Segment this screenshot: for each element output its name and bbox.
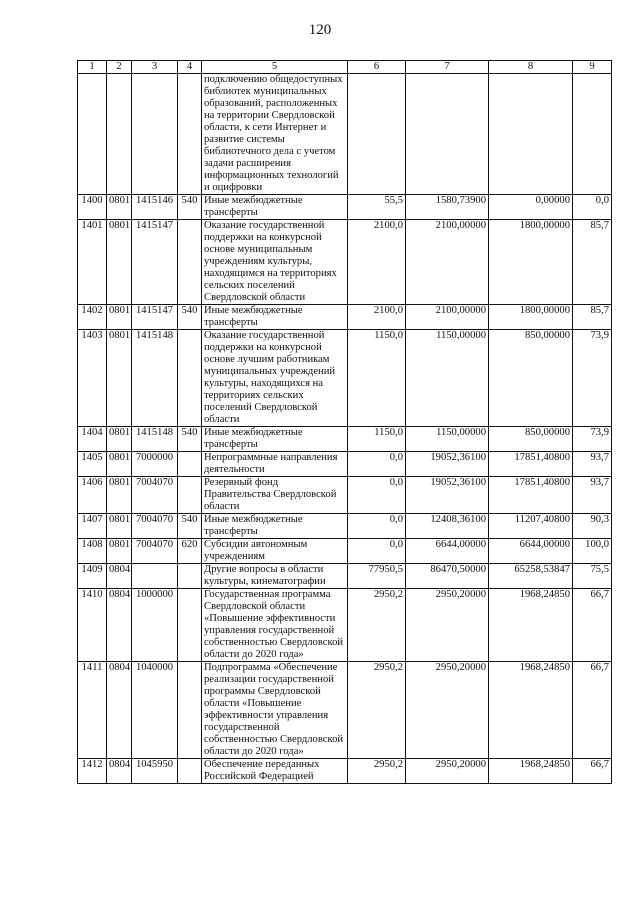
expense-type-cell xyxy=(178,589,202,662)
column-header: 5 xyxy=(202,61,348,74)
executed-amount-cell: 65258,53847 xyxy=(489,564,573,589)
section-code-cell xyxy=(107,74,132,195)
expense-type-cell xyxy=(178,330,202,427)
plan-amount-cell: 2950,20000 xyxy=(406,759,489,784)
executed-amount-cell: 11207,40800 xyxy=(489,514,573,539)
percent-cell: 66,7 xyxy=(573,662,612,759)
plan-amount-cell: 6644,00000 xyxy=(406,539,489,564)
description-cell: Иные межбюджетные трансферты xyxy=(202,514,348,539)
row-number-cell: 1408 xyxy=(78,539,107,564)
percent-cell: 93,7 xyxy=(573,477,612,514)
plan-amount-cell: 2100,00000 xyxy=(406,305,489,330)
description-cell: Иные межбюджетные трансферты xyxy=(202,427,348,452)
target-code-cell xyxy=(132,74,178,195)
column-header: 2 xyxy=(107,61,132,74)
description-cell: Оказание государственной поддержки на конкурсной основе муниципальным учреждениям культуры, находящимся на территориях сельских поселений Свердловской области xyxy=(202,220,348,305)
section-code-cell: 0804 xyxy=(107,759,132,784)
column-header: 1 xyxy=(78,61,107,74)
target-code-cell: 7004070 xyxy=(132,514,178,539)
percent-cell: 66,7 xyxy=(573,589,612,662)
table-row xyxy=(78,427,612,452)
description-cell: Другие вопросы в области культуры, кинематографии xyxy=(202,564,348,589)
plan-amount-cell: 12408,36100 xyxy=(406,514,489,539)
plan-amount-cell: 2950,20000 xyxy=(406,589,489,662)
expense-type-cell: 540 xyxy=(178,427,202,452)
row-number-cell: 1409 xyxy=(78,564,107,589)
section-code-cell: 0801 xyxy=(107,539,132,564)
table-row xyxy=(78,589,612,662)
percent-cell: 100,0 xyxy=(573,539,612,564)
executed-amount-cell: 0,00000 xyxy=(489,195,573,220)
column-header: 3 xyxy=(132,61,178,74)
target-code-cell: 7000000 xyxy=(132,452,178,477)
target-code-cell: 1415146 xyxy=(132,195,178,220)
percent-cell xyxy=(573,74,612,195)
target-code-cell: 1000000 xyxy=(132,589,178,662)
plan-amount-cell xyxy=(406,74,489,195)
row-number-cell: 1411 xyxy=(78,662,107,759)
row-number-cell: 1407 xyxy=(78,514,107,539)
expense-type-cell xyxy=(178,564,202,589)
plan-amount-cell: 1580,73900 xyxy=(406,195,489,220)
approved-amount-cell: 2950,2 xyxy=(348,589,406,662)
section-code-cell: 0801 xyxy=(107,514,132,539)
column-header: 4 xyxy=(178,61,202,74)
expense-type-cell xyxy=(178,452,202,477)
section-code-cell: 0804 xyxy=(107,662,132,759)
plan-amount-cell: 2950,20000 xyxy=(406,662,489,759)
executed-amount-cell: 1968,24850 xyxy=(489,759,573,784)
table-row xyxy=(78,452,612,477)
table-header-row xyxy=(78,61,612,74)
expense-type-cell: 620 xyxy=(178,539,202,564)
approved-amount-cell: 1150,0 xyxy=(348,330,406,427)
description-cell: Непрограммные направления деятельности xyxy=(202,452,348,477)
percent-cell: 73,9 xyxy=(573,330,612,427)
executed-amount-cell: 1800,00000 xyxy=(489,305,573,330)
executed-amount-cell: 17851,40800 xyxy=(489,452,573,477)
description-cell: Обеспечение переданных Российской Федерацией xyxy=(202,759,348,784)
column-header: 9 xyxy=(573,61,612,74)
expense-type-cell: 540 xyxy=(178,514,202,539)
approved-amount-cell: 55,5 xyxy=(348,195,406,220)
expense-type-cell xyxy=(178,220,202,305)
description-cell: Иные межбюджетные трансферты xyxy=(202,195,348,220)
budget-table xyxy=(77,60,612,784)
table-row xyxy=(78,330,612,427)
expense-type-cell: 540 xyxy=(178,195,202,220)
expense-type-cell xyxy=(178,74,202,195)
target-code-cell: 1045950 xyxy=(132,759,178,784)
section-code-cell: 0801 xyxy=(107,220,132,305)
approved-amount-cell: 2950,2 xyxy=(348,662,406,759)
approved-amount-cell: 0,0 xyxy=(348,452,406,477)
target-code-cell: 7004070 xyxy=(132,477,178,514)
row-number-cell: 1403 xyxy=(78,330,107,427)
target-code-cell xyxy=(132,564,178,589)
approved-amount-cell xyxy=(348,74,406,195)
table-row xyxy=(78,305,612,330)
description-cell: Подпрограмма «Обеспечение реализации государственной программы Свердловской области «Повышение эффективности управления государственной собственностью Свердловской области до 2020 года» xyxy=(202,662,348,759)
target-code-cell: 7004070 xyxy=(132,539,178,564)
column-header: 7 xyxy=(406,61,489,74)
approved-amount-cell: 2100,0 xyxy=(348,220,406,305)
percent-cell: 0,0 xyxy=(573,195,612,220)
column-header: 6 xyxy=(348,61,406,74)
row-number-cell: 1406 xyxy=(78,477,107,514)
description-cell: Субсидии автономным учреждениям xyxy=(202,539,348,564)
target-code-cell: 1040000 xyxy=(132,662,178,759)
expense-type-cell xyxy=(178,477,202,514)
executed-amount-cell xyxy=(489,74,573,195)
target-code-cell: 1415148 xyxy=(132,427,178,452)
description-cell: Резервный фонд Правительства Свердловской области xyxy=(202,477,348,514)
approved-amount-cell: 0,0 xyxy=(348,539,406,564)
section-code-cell: 0804 xyxy=(107,564,132,589)
approved-amount-cell: 77950,5 xyxy=(348,564,406,589)
table-row xyxy=(78,662,612,759)
table-row xyxy=(78,514,612,539)
target-code-cell: 1415148 xyxy=(132,330,178,427)
target-code-cell: 1415147 xyxy=(132,220,178,305)
row-number-cell: 1400 xyxy=(78,195,107,220)
approved-amount-cell: 0,0 xyxy=(348,514,406,539)
approved-amount-cell: 0,0 xyxy=(348,477,406,514)
page-number: 120 xyxy=(308,22,332,38)
row-number-cell: 1401 xyxy=(78,220,107,305)
row-number-cell: 1402 xyxy=(78,305,107,330)
plan-amount-cell: 19052,36100 xyxy=(406,477,489,514)
expense-type-cell xyxy=(178,662,202,759)
percent-cell: 93,7 xyxy=(573,452,612,477)
description-cell: Оказание государственной поддержки на конкурсной основе лучшим работникам муниципальных учреждений культуры, находящихся на территориях сельских поселений Свердловской области xyxy=(202,330,348,427)
percent-cell: 85,7 xyxy=(573,305,612,330)
plan-amount-cell: 19052,36100 xyxy=(406,452,489,477)
table-row xyxy=(78,539,612,564)
column-header: 8 xyxy=(489,61,573,74)
percent-cell: 90,3 xyxy=(573,514,612,539)
executed-amount-cell: 1968,24850 xyxy=(489,662,573,759)
percent-cell: 85,7 xyxy=(573,220,612,305)
percent-cell: 73,9 xyxy=(573,427,612,452)
row-number-cell: 1410 xyxy=(78,589,107,662)
approved-amount-cell: 2950,2 xyxy=(348,759,406,784)
plan-amount-cell: 1150,00000 xyxy=(406,427,489,452)
executed-amount-cell: 17851,40800 xyxy=(489,477,573,514)
section-code-cell: 0801 xyxy=(107,427,132,452)
executed-amount-cell: 1800,00000 xyxy=(489,220,573,305)
expense-type-cell xyxy=(178,759,202,784)
approved-amount-cell: 1150,0 xyxy=(348,427,406,452)
section-code-cell: 0801 xyxy=(107,305,132,330)
expense-type-cell: 540 xyxy=(178,305,202,330)
table-row xyxy=(78,74,612,195)
section-code-cell: 0801 xyxy=(107,195,132,220)
plan-amount-cell: 86470,50000 xyxy=(406,564,489,589)
row-number-cell: 1404 xyxy=(78,427,107,452)
description-cell: подключению общедоступных библиотек муниципальных образований, расположенных на территории Свердловской области, к сети Интернет и развитие системы библиотечного дела с учетом задачи расширения информационных технологий и оцифровки xyxy=(202,74,348,195)
description-cell: Иные межбюджетные трансферты xyxy=(202,305,348,330)
description-cell: Государственная программа Свердловской области «Повышение эффективности управления государственной собственностью Свердловской области до 2020 года» xyxy=(202,589,348,662)
table-row xyxy=(78,564,612,589)
table-row xyxy=(78,220,612,305)
row-number-cell: 1412 xyxy=(78,759,107,784)
percent-cell: 66,7 xyxy=(573,759,612,784)
plan-amount-cell: 1150,00000 xyxy=(406,330,489,427)
percent-cell: 75,5 xyxy=(573,564,612,589)
executed-amount-cell: 850,00000 xyxy=(489,330,573,427)
table-row xyxy=(78,195,612,220)
row-number-cell xyxy=(78,74,107,195)
section-code-cell: 0804 xyxy=(107,589,132,662)
target-code-cell: 1415147 xyxy=(132,305,178,330)
executed-amount-cell: 6644,00000 xyxy=(489,539,573,564)
table-row xyxy=(78,759,612,784)
section-code-cell: 0801 xyxy=(107,452,132,477)
section-code-cell: 0801 xyxy=(107,477,132,514)
row-number-cell: 1405 xyxy=(78,452,107,477)
table-row xyxy=(78,477,612,514)
executed-amount-cell: 850,00000 xyxy=(489,427,573,452)
plan-amount-cell: 2100,00000 xyxy=(406,220,489,305)
executed-amount-cell: 1968,24850 xyxy=(489,589,573,662)
approved-amount-cell: 2100,0 xyxy=(348,305,406,330)
section-code-cell: 0801 xyxy=(107,330,132,427)
